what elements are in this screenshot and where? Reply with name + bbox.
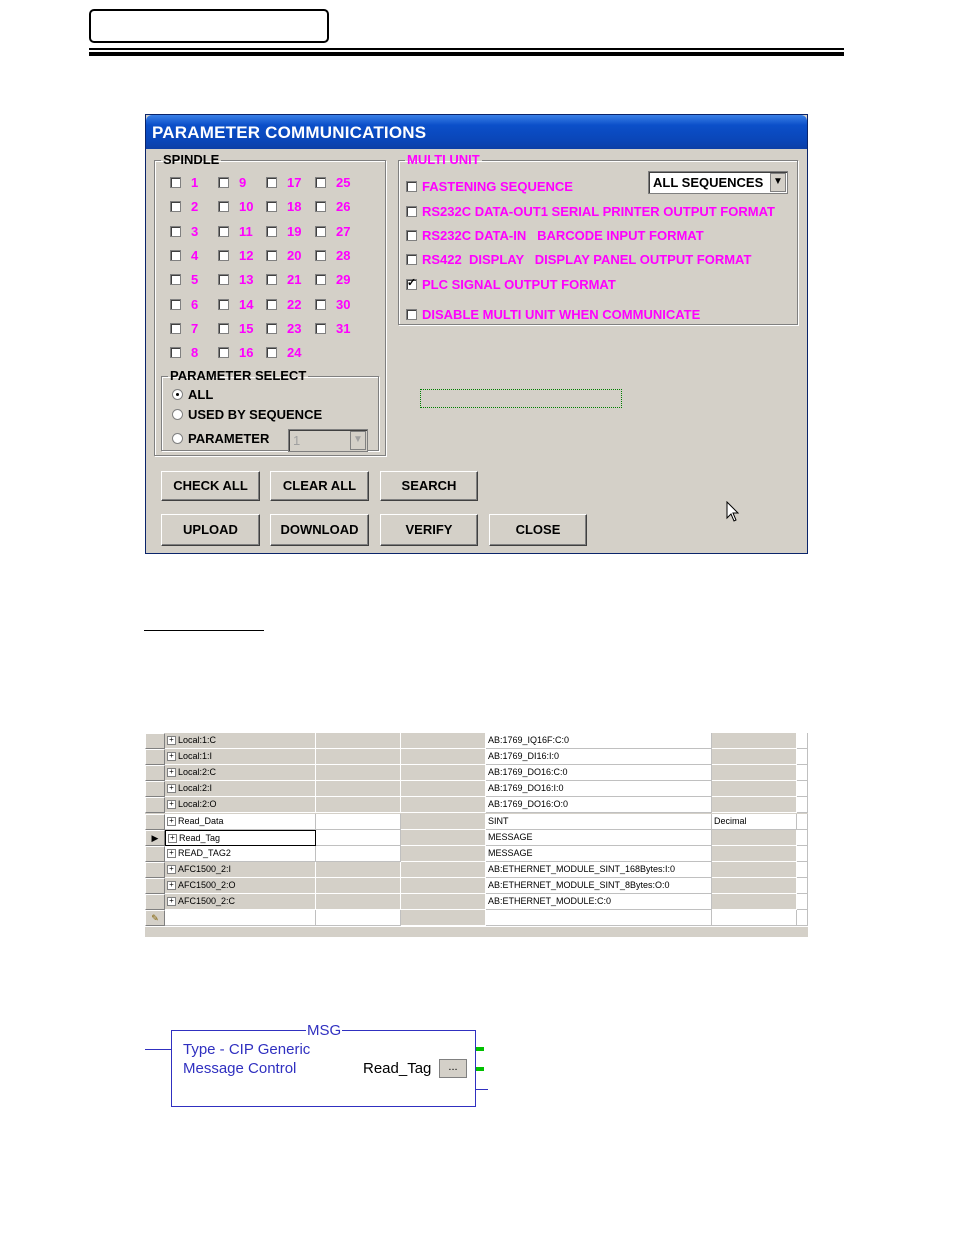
radio-all[interactable] [172, 389, 183, 400]
table-row[interactable] [145, 830, 808, 846]
grid-cell[interactable] [401, 862, 486, 878]
expand-plus-icon[interactable]: + [167, 881, 176, 890]
spindle-number-label: 25 [336, 175, 351, 190]
row-header[interactable] [145, 733, 165, 749]
grid-cell[interactable] [797, 781, 808, 797]
spindle-number-label: 18 [287, 199, 302, 214]
tag-type-text: MESSAGE [488, 832, 533, 842]
tag-name-cell[interactable] [165, 846, 316, 862]
tag-type-cell[interactable] [486, 781, 712, 797]
spindle-number-label: 28 [336, 248, 351, 263]
spindle-checkbox[interactable] [170, 347, 181, 358]
spindle-number-label: 8 [191, 345, 199, 360]
grid-cell[interactable] [316, 797, 401, 813]
spindle-number-label: 9 [239, 175, 247, 190]
expand-plus-icon[interactable]: + [167, 752, 176, 761]
spindle-number-label: 6 [191, 297, 199, 312]
spindle-number-label: 19 [287, 224, 302, 239]
spindle-checkbox[interactable] [170, 250, 181, 261]
grid-cell[interactable] [797, 830, 808, 846]
spindle-checkbox[interactable] [170, 177, 181, 188]
tag-type-text: SINT [488, 816, 509, 826]
spindle-checkbox[interactable] [266, 177, 277, 188]
spindle-checkbox[interactable] [266, 299, 277, 310]
tag-grid [145, 733, 808, 937]
tag-type-cell[interactable] [486, 749, 712, 765]
spindle-number-label: 31 [336, 321, 351, 336]
spindle-checkbox[interactable] [266, 323, 277, 334]
spindle-number-label: 29 [336, 272, 351, 287]
dialog-title: PARAMETER COMMUNICATIONS [152, 123, 427, 142]
spindle-checkbox[interactable] [218, 250, 229, 261]
spindle-number-label: 26 [336, 199, 351, 214]
spindle-number-label: 22 [287, 297, 302, 312]
tag-style-cell[interactable] [712, 830, 797, 846]
tag-style-cell[interactable] [712, 862, 797, 878]
spindle-checkbox[interactable] [170, 201, 181, 212]
grid-cell[interactable] [797, 733, 808, 749]
tag-name-text: Read_Data [178, 816, 224, 826]
tag-name-cell[interactable] [165, 781, 316, 797]
parameter-number-select[interactable] [288, 429, 368, 452]
grid-cell[interactable] [797, 846, 808, 862]
tag-style-cell[interactable] [712, 814, 797, 830]
grid-cell[interactable] [401, 765, 486, 781]
spindle-number-label: 24 [287, 345, 302, 360]
spindle-checkbox[interactable] [315, 250, 326, 261]
msg-enable-pin [476, 1047, 484, 1051]
spindle-checkbox[interactable] [266, 226, 277, 237]
tag-name-cell[interactable] [165, 878, 316, 894]
table-row[interactable] [145, 733, 808, 749]
tag-name-text: Local:2:C [178, 767, 217, 777]
tag-type-cell[interactable] [486, 733, 712, 749]
table-row[interactable] [145, 765, 808, 781]
check-all-button[interactable]: CHECK ALL [161, 471, 260, 501]
header-rule-thick [89, 52, 844, 56]
msg-control-line: Message Control [183, 1060, 297, 1077]
spindle-checkbox[interactable] [266, 274, 277, 285]
grid-cell[interactable] [401, 797, 486, 813]
spindle-number-label: 11 [239, 224, 253, 239]
tag-type-cell[interactable] [486, 878, 712, 894]
expand-plus-icon[interactable]: + [167, 768, 176, 777]
tag-type-text: AB:1769_IQ16F:C:0 [488, 735, 570, 745]
row-header[interactable] [145, 846, 165, 862]
table-row[interactable] [145, 781, 808, 797]
tag-style-cell[interactable] [712, 765, 797, 781]
spindle-checkbox[interactable] [170, 323, 181, 334]
expand-plus-icon[interactable]: + [167, 817, 176, 826]
tag-type-cell[interactable] [486, 846, 712, 862]
close-button[interactable]: CLOSE [489, 514, 587, 546]
radio-used-by-sequence-label: USED BY SEQUENCE [188, 407, 323, 422]
tag-name-cell[interactable] [165, 765, 316, 781]
multi-unit-checkbox[interactable] [406, 206, 417, 217]
table-row[interactable] [145, 846, 808, 862]
tag-name-cell[interactable] [165, 797, 316, 813]
grid-cell[interactable] [401, 830, 486, 846]
grid-cell[interactable] [316, 749, 401, 765]
spindle-checkbox[interactable] [266, 201, 277, 212]
multi-unit-item-label: RS422 DISPLAY DISPLAY PANEL OUTPUT FORMAT [422, 252, 752, 267]
grid-cell[interactable] [316, 765, 401, 781]
expand-plus-icon[interactable]: + [167, 800, 176, 809]
spindle-number-label: 12 [239, 248, 254, 263]
spindle-checkbox[interactable] [170, 274, 181, 285]
spindle-number-label: 4 [191, 248, 199, 263]
tag-name-text: Read_Tag [179, 833, 221, 843]
spindle-number-label: 14 [239, 297, 254, 312]
chevron-down-icon: ▼ [770, 173, 786, 192]
grid-cell[interactable] [165, 910, 316, 926]
header-rule [89, 48, 844, 50]
spindle-legend: SPINDLE [163, 152, 220, 167]
table-row[interactable] [145, 797, 808, 813]
dialog-body [148, 149, 805, 551]
spindle-checkbox[interactable] [170, 299, 181, 310]
tag-type-cell[interactable] [486, 797, 712, 813]
tag-name-cell[interactable] [165, 862, 316, 878]
multi-unit-checkbox[interactable] [406, 254, 417, 265]
multi-unit-item-label: FASTENING SEQUENCE [422, 179, 573, 194]
msg-error-pin [476, 1089, 488, 1090]
multi-unit-checkbox[interactable] [406, 309, 417, 320]
grid-cell[interactable] [401, 814, 486, 830]
spindle-checkbox[interactable] [218, 323, 229, 334]
spindle-checkbox[interactable] [170, 226, 181, 237]
spindle-number-label: 20 [287, 248, 302, 263]
grid-cell[interactable] [797, 878, 808, 894]
spindle-checkbox[interactable] [315, 177, 326, 188]
grid-cell[interactable] [401, 878, 486, 894]
spindle-number-label: 7 [191, 321, 199, 336]
verify-button[interactable]: VERIFY [380, 514, 478, 546]
tag-type-text: AB:ETHERNET_MODULE_SINT_8Bytes:O:0 [488, 880, 670, 890]
grid-cell[interactable] [401, 846, 486, 862]
table-row[interactable] [145, 814, 808, 830]
rung-wire [145, 1049, 172, 1050]
tag-type-cell[interactable] [486, 862, 712, 878]
header-label-box [89, 9, 329, 43]
spindle-number-label: 5 [191, 272, 199, 287]
tag-style-cell[interactable] [712, 749, 797, 765]
tag-type-cell[interactable] [486, 765, 712, 781]
multi-unit-checkbox[interactable] [406, 230, 417, 241]
tag-style-text: Decimal [714, 816, 747, 826]
tag-name-text: READ_TAG2 [178, 848, 231, 858]
spindle-checkbox[interactable] [315, 323, 326, 334]
spindle-number-label: 27 [336, 224, 351, 239]
grid-cell[interactable] [797, 814, 808, 830]
grid-cell[interactable] [797, 910, 808, 926]
tag-name-cell[interactable] [165, 830, 316, 846]
grid-cell[interactable] [797, 862, 808, 878]
spindle-number-label: 2 [191, 199, 199, 214]
section-heading-underline [144, 630, 264, 631]
grid-footer [145, 926, 808, 937]
grid-cell[interactable] [401, 749, 486, 765]
grid-cell[interactable] [797, 797, 808, 813]
expand-plus-icon[interactable]: + [167, 849, 176, 858]
parameter-communications-dialog [145, 114, 808, 554]
spindle-checkbox[interactable] [315, 299, 326, 310]
grid-cell[interactable] [316, 878, 401, 894]
row-header[interactable] [145, 814, 165, 830]
grid-cell[interactable] [316, 830, 401, 846]
row-header[interactable] [145, 797, 165, 813]
tag-style-cell[interactable] [712, 733, 797, 749]
row-header[interactable] [145, 894, 165, 910]
expand-plus-icon[interactable]: + [167, 784, 176, 793]
tag-type-text: AB:1769_DO16:O:0 [488, 799, 569, 809]
tag-type-text: AB:ETHERNET_MODULE:C:0 [488, 896, 612, 906]
tag-name-text: Local:2:O [178, 799, 217, 809]
spindle-number-label: 30 [336, 297, 351, 312]
spindle-number-label: 21 [287, 272, 302, 287]
tag-name-text: AFC1500_2:I [178, 864, 232, 874]
spindle-checkbox[interactable] [218, 226, 229, 237]
radio-parameter[interactable] [172, 433, 183, 444]
spindle-checkbox[interactable] [315, 201, 326, 212]
row-header[interactable] [145, 749, 165, 765]
row-pointer-icon[interactable]: ▶ [145, 830, 165, 846]
spindle-checkbox[interactable] [218, 201, 229, 212]
sequence-select-value: ALL SEQUENCES [653, 175, 764, 190]
tag-name-text: AFC1500_2:O [178, 880, 236, 890]
spindle-checkbox[interactable] [266, 347, 277, 358]
multi-unit-checkbox[interactable] [406, 279, 417, 290]
spindle-checkbox[interactable] [218, 274, 229, 285]
focus-rectangle [420, 389, 622, 408]
search-button[interactable]: SEARCH [380, 471, 478, 501]
tag-name-text: Local:1:I [178, 751, 213, 761]
chevron-down-icon: ▼ [350, 431, 366, 450]
expand-plus-icon[interactable]: + [167, 736, 176, 745]
tag-type-text: AB:ETHERNET_MODULE_SINT_168Bytes:I:0 [488, 864, 676, 874]
tag-type-cell[interactable] [486, 830, 712, 846]
tag-type-cell[interactable] [486, 814, 712, 830]
new-row[interactable] [145, 910, 808, 926]
sequence-select[interactable] [648, 171, 788, 194]
radio-all-label: ALL [188, 387, 214, 402]
table-row[interactable] [145, 862, 808, 878]
tag-type-text: MESSAGE [488, 848, 533, 858]
grid-cell[interactable] [712, 910, 797, 926]
msg-done-pin [476, 1067, 484, 1071]
msg-title: MSG [307, 1022, 342, 1039]
grid-cell[interactable] [316, 910, 401, 926]
tag-type-text: AB:1769_DI16:I:0 [488, 751, 560, 761]
grid-cell[interactable] [316, 733, 401, 749]
spindle-checkbox[interactable] [218, 347, 229, 358]
tag-name-text: Local:1:C [178, 735, 217, 745]
spindle-checkbox[interactable] [218, 299, 229, 310]
radio-used-by-sequence[interactable] [172, 409, 183, 420]
spindle-number-label: 10 [239, 199, 254, 214]
grid-cell[interactable] [797, 894, 808, 910]
tag-type-cell[interactable] [486, 894, 712, 910]
multi-unit-checkbox[interactable] [406, 181, 417, 192]
spindle-number-label: 3 [191, 224, 199, 239]
grid-cell[interactable] [316, 894, 401, 910]
grid-cell[interactable] [316, 814, 401, 830]
tag-name-cell[interactable] [165, 814, 316, 830]
msg-config-button[interactable]: ... [439, 1059, 467, 1078]
grid-cell[interactable] [486, 910, 712, 926]
spindle-checkbox[interactable] [315, 274, 326, 285]
row-header[interactable] [145, 878, 165, 894]
tag-style-cell[interactable] [712, 846, 797, 862]
multi-unit-item-label: PLC SIGNAL OUTPUT FORMAT [422, 277, 616, 292]
grid-cell[interactable] [401, 894, 486, 910]
expand-plus-icon[interactable]: + [168, 834, 177, 843]
upload-button[interactable]: UPLOAD [161, 514, 260, 546]
grid-cell[interactable] [401, 733, 486, 749]
parameter-select-legend: PARAMETER SELECT [170, 368, 307, 383]
grid-cell[interactable] [797, 765, 808, 781]
multi-unit-item-label: RS232C DATA-OUT1 SERIAL PRINTER OUTPUT FORMAT [422, 204, 775, 219]
mouse-cursor-icon [726, 501, 740, 523]
msg-type-line: Type - CIP Generic [183, 1041, 311, 1058]
spindle-number-label: 13 [239, 272, 254, 287]
clear-all-button[interactable]: CLEAR ALL [270, 471, 369, 501]
tag-style-cell[interactable] [712, 894, 797, 910]
multi-unit-legend: MULTI UNIT [407, 152, 480, 167]
spindle-number-label: 15 [239, 321, 254, 336]
row-header[interactable] [145, 765, 165, 781]
spindle-number-label: 17 [287, 175, 302, 190]
download-button[interactable]: DOWNLOAD [270, 514, 369, 546]
grid-cell[interactable] [316, 862, 401, 878]
tag-name-cell[interactable] [165, 894, 316, 910]
grid-cell[interactable] [316, 781, 401, 797]
tag-type-text: AB:1769_DO16:C:0 [488, 767, 568, 777]
tag-name-text: Local:2:I [178, 783, 213, 793]
dialog-title-bar[interactable] [146, 115, 807, 149]
parameter-number-value: 1 [293, 433, 301, 448]
expand-plus-icon[interactable]: + [167, 865, 176, 874]
radio-parameter-label: PARAMETER [188, 431, 270, 446]
tag-style-cell[interactable] [712, 797, 797, 813]
grid-cell[interactable] [797, 749, 808, 765]
expand-plus-icon[interactable]: + [167, 897, 176, 906]
tag-type-text: AB:1769_DO16:I:0 [488, 783, 564, 793]
grid-cell[interactable] [401, 910, 486, 926]
spindle-checkbox[interactable] [218, 177, 229, 188]
tag-style-cell[interactable] [712, 781, 797, 797]
tag-name-cell[interactable] [165, 733, 316, 749]
grid-cell[interactable] [316, 846, 401, 862]
spindle-checkbox[interactable] [266, 250, 277, 261]
spindle-number-label: 23 [287, 321, 302, 336]
table-row[interactable] [145, 878, 808, 894]
row-header[interactable] [145, 862, 165, 878]
multi-unit-item-label: DISABLE MULTI UNIT WHEN COMMUNICATE [422, 307, 701, 322]
pencil-icon[interactable]: ✎ [145, 910, 165, 926]
row-header[interactable] [145, 781, 165, 797]
spindle-number-label: 1 [191, 175, 199, 190]
grid-cell[interactable] [401, 781, 486, 797]
multi-unit-item-label: RS232C DATA-IN BARCODE INPUT FORMAT [422, 228, 704, 243]
tag-style-cell[interactable] [712, 878, 797, 894]
tag-name-cell[interactable] [165, 749, 316, 765]
spindle-checkbox[interactable] [315, 226, 326, 237]
spindle-number-label: 16 [239, 345, 254, 360]
msg-tag-name: Read_Tag [363, 1060, 432, 1077]
table-row[interactable] [145, 894, 808, 910]
table-row[interactable] [145, 749, 808, 765]
tag-name-text: AFC1500_2:C [178, 896, 236, 906]
